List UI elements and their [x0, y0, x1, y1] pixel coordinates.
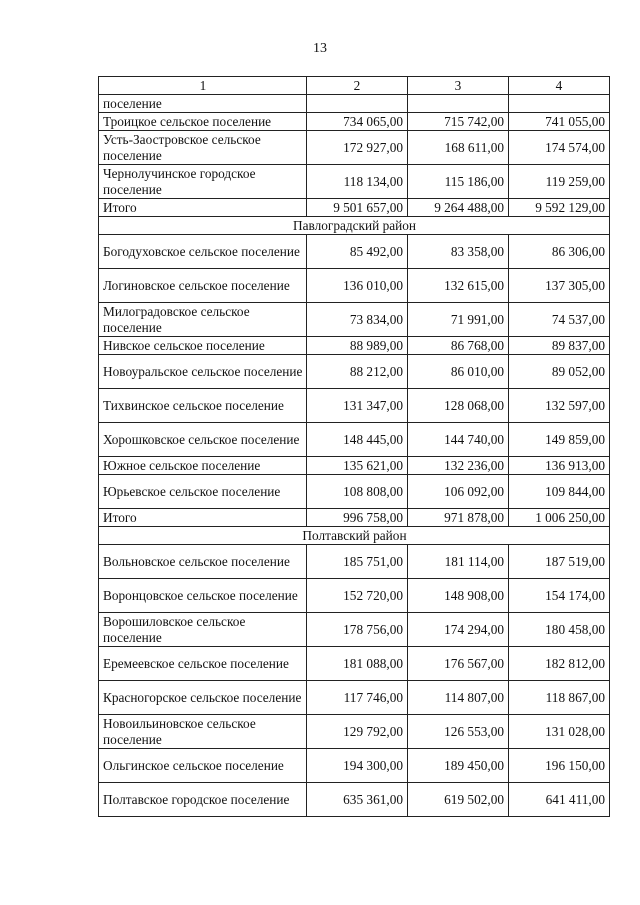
value-cell-col2 [307, 95, 408, 113]
settlement-name-cell: Хорошковское сельское поселение [99, 423, 307, 457]
value-cell-col4: 137 305,00 [509, 269, 610, 303]
settlement-name-cell: Еремеевское сельское поселение [99, 647, 307, 681]
value-cell-col2: 148 445,00 [307, 423, 408, 457]
settlement-name-cell: Новоильиновское сельское поселение [99, 715, 307, 749]
value-cell-col4: 741 055,00 [509, 113, 610, 131]
settlement-name-cell: Богодуховское сельское поселение [99, 235, 307, 269]
table-row [99, 475, 610, 509]
value-cell-col3: 86 768,00 [408, 337, 509, 355]
value-cell-col3: 115 186,00 [408, 165, 509, 199]
value-cell-col3: 148 908,00 [408, 579, 509, 613]
table-row [99, 681, 610, 715]
table-row [99, 303, 610, 337]
table-row [99, 423, 610, 457]
settlement-name-cell: Воронцовское сельское поселение [99, 579, 307, 613]
settlement-name-cell: Ворошиловское сельское поселение [99, 613, 307, 647]
value-cell-col2: 88 212,00 [307, 355, 408, 389]
value-cell-col3: 971 878,00 [408, 509, 509, 527]
value-cell-col3: 126 553,00 [408, 715, 509, 749]
section-header-row [99, 527, 610, 545]
settlement-name-cell: Чернолучинское городское поселение [99, 165, 307, 199]
value-cell-col4: 136 913,00 [509, 457, 610, 475]
value-cell-col4: 89 052,00 [509, 355, 610, 389]
value-cell-col3: 619 502,00 [408, 783, 509, 817]
header-cell-1: 1 [99, 77, 307, 95]
table-row [99, 715, 610, 749]
table-row [99, 545, 610, 579]
value-cell-col3: 181 114,00 [408, 545, 509, 579]
value-cell-col2: 136 010,00 [307, 269, 408, 303]
value-cell-col4: 180 458,00 [509, 613, 610, 647]
page-number: 13 [313, 41, 327, 56]
value-cell-col4: 182 812,00 [509, 647, 610, 681]
header-cell-3: 3 [408, 77, 509, 95]
settlement-name-cell: Южное сельское поселение [99, 457, 307, 475]
value-cell-col3: 86 010,00 [408, 355, 509, 389]
settlement-name-cell: Итого [99, 199, 307, 217]
value-cell-col3: 715 742,00 [408, 113, 509, 131]
value-cell-col2: 9 501 657,00 [307, 199, 408, 217]
table-row [99, 113, 610, 131]
value-cell-col4: 109 844,00 [509, 475, 610, 509]
value-cell-col2: 635 361,00 [307, 783, 408, 817]
settlement-name-cell: Полтавское городское поселение [99, 783, 307, 817]
section-title: Павлоградский район [99, 217, 610, 235]
value-cell-col2: 178 756,00 [307, 613, 408, 647]
table-row [99, 95, 610, 113]
value-cell-col3 [408, 95, 509, 113]
value-cell-col3: 174 294,00 [408, 613, 509, 647]
value-cell-col2: 88 989,00 [307, 337, 408, 355]
settlement-name-cell: Вольновское сельское поселение [99, 545, 307, 579]
header-cell-4: 4 [509, 77, 610, 95]
settlement-name-cell: Троицкое сельское поселение [99, 113, 307, 131]
settlement-name-cell: Усть-Заостровское сельское поселение [99, 131, 307, 165]
settlement-name-cell: поселение [99, 95, 307, 113]
table-row [99, 235, 610, 269]
value-cell-col2: 118 134,00 [307, 165, 408, 199]
value-cell-col2: 185 751,00 [307, 545, 408, 579]
value-cell-col3: 106 092,00 [408, 475, 509, 509]
value-cell-col3: 132 615,00 [408, 269, 509, 303]
table-row [99, 647, 610, 681]
section-header-row [99, 217, 610, 235]
value-cell-col4: 149 859,00 [509, 423, 610, 457]
value-cell-col3: 168 611,00 [408, 131, 509, 165]
section-title: Полтавский район [99, 527, 610, 545]
value-cell-col2: 135 621,00 [307, 457, 408, 475]
table-body [99, 95, 610, 817]
table-row [99, 165, 610, 199]
table-row [99, 579, 610, 613]
value-cell-col4: 132 597,00 [509, 389, 610, 423]
settlement-name-cell: Тихвинское сельское поселение [99, 389, 307, 423]
value-cell-col4: 187 519,00 [509, 545, 610, 579]
table-row [99, 131, 610, 165]
value-cell-col2: 996 758,00 [307, 509, 408, 527]
value-cell-col4: 174 574,00 [509, 131, 610, 165]
table-row [99, 613, 610, 647]
table-header-row [99, 77, 610, 95]
value-cell-col3: 176 567,00 [408, 647, 509, 681]
table-row [99, 199, 610, 217]
value-cell-col4 [509, 95, 610, 113]
value-cell-col2: 152 720,00 [307, 579, 408, 613]
table-row [99, 457, 610, 475]
table-row [99, 355, 610, 389]
value-cell-col3: 132 236,00 [408, 457, 509, 475]
data-table [98, 76, 610, 817]
value-cell-col2: 131 347,00 [307, 389, 408, 423]
table-row [99, 783, 610, 817]
value-cell-col3: 189 450,00 [408, 749, 509, 783]
table-row [99, 509, 610, 527]
value-cell-col4: 119 259,00 [509, 165, 610, 199]
table-row [99, 337, 610, 355]
value-cell-col4: 154 174,00 [509, 579, 610, 613]
settlement-name-cell: Ольгинское сельское поселение [99, 749, 307, 783]
value-cell-col4: 74 537,00 [509, 303, 610, 337]
settlement-name-cell: Юрьевское сельское поселение [99, 475, 307, 509]
table-row [99, 389, 610, 423]
settlement-name-cell: Красногорское сельское поселение [99, 681, 307, 715]
value-cell-col2: 129 792,00 [307, 715, 408, 749]
value-cell-col2: 734 065,00 [307, 113, 408, 131]
value-cell-col4: 118 867,00 [509, 681, 610, 715]
value-cell-col2: 117 746,00 [307, 681, 408, 715]
table-row [99, 269, 610, 303]
value-cell-col4: 1 006 250,00 [509, 509, 610, 527]
settlement-name-cell: Милоградовское сельское поселение [99, 303, 307, 337]
settlement-name-cell: Итого [99, 509, 307, 527]
value-cell-col2: 172 927,00 [307, 131, 408, 165]
value-cell-col2: 194 300,00 [307, 749, 408, 783]
value-cell-col4: 641 411,00 [509, 783, 610, 817]
value-cell-col3: 114 807,00 [408, 681, 509, 715]
value-cell-col4: 89 837,00 [509, 337, 610, 355]
table-row [99, 749, 610, 783]
value-cell-col2: 108 808,00 [307, 475, 408, 509]
header-cell-2: 2 [307, 77, 408, 95]
value-cell-col2: 181 088,00 [307, 647, 408, 681]
settlement-name-cell: Логиновское сельское поселение [99, 269, 307, 303]
value-cell-col4: 86 306,00 [509, 235, 610, 269]
value-cell-col2: 85 492,00 [307, 235, 408, 269]
settlement-name-cell: Новоуральское сельское поселение [99, 355, 307, 389]
value-cell-col3: 9 264 488,00 [408, 199, 509, 217]
value-cell-col3: 83 358,00 [408, 235, 509, 269]
value-cell-col3: 71 991,00 [408, 303, 509, 337]
settlement-name-cell: Нивское сельское поселение [99, 337, 307, 355]
value-cell-col4: 196 150,00 [509, 749, 610, 783]
value-cell-col2: 73 834,00 [307, 303, 408, 337]
value-cell-col4: 131 028,00 [509, 715, 610, 749]
value-cell-col3: 144 740,00 [408, 423, 509, 457]
value-cell-col3: 128 068,00 [408, 389, 509, 423]
value-cell-col4: 9 592 129,00 [509, 199, 610, 217]
